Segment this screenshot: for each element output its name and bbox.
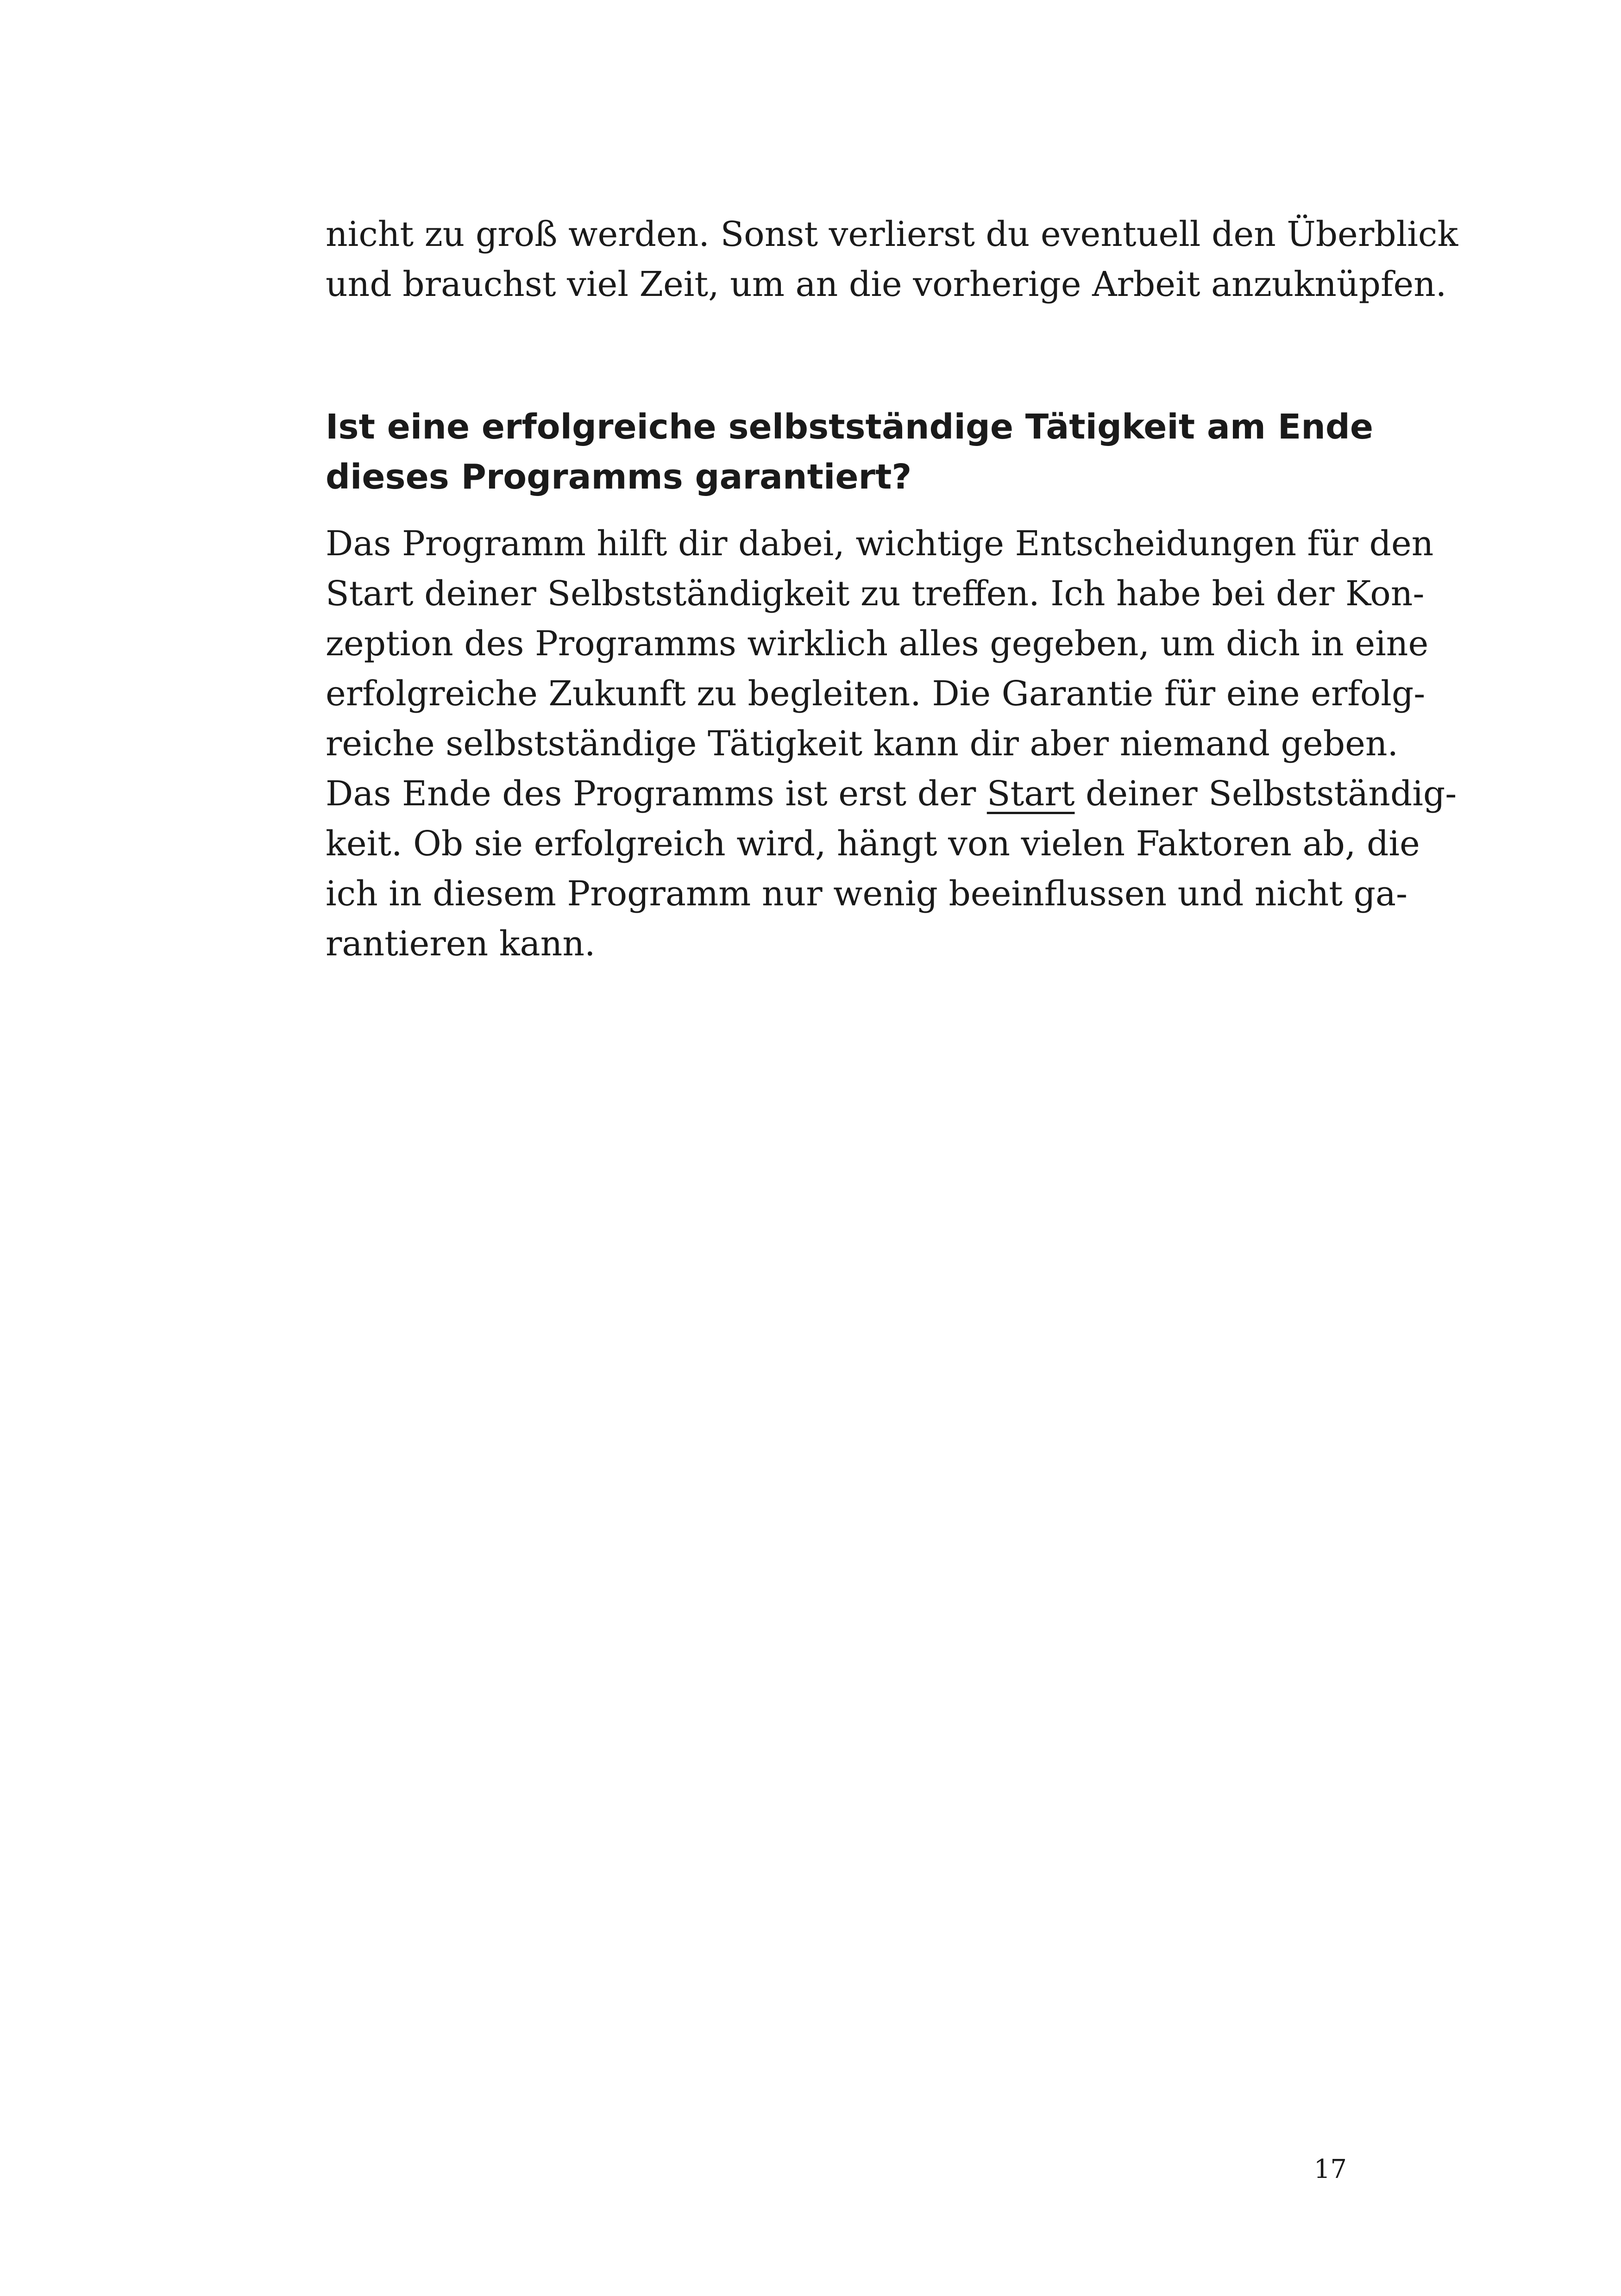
intro-line-1: nicht zu groß werden. Sonst verlierst du eventuell den Überblick [326,214,1458,254]
body-line-3: zeption des Programms wirklich alles gegeben, um dich in eine [326,624,1429,664]
underlined-word-start: Start [986,774,1075,814]
page-number: 17 [1313,2154,1347,2184]
body-line-7: keit. Ob sie erfolgreich wird, hängt von vielen Faktoren ab, die [326,824,1420,864]
body-line-2: Start deiner Selbstständigkeit zu treffen. Ich habe bei der Kon- [326,574,1425,614]
section-body-paragraph [326,519,1457,969]
intro-paragraph [326,209,1458,309]
body-line-8: ich in diesem Programm nur wenig beeinflussen und nicht ga- [326,874,1408,914]
body-line-6-after: deiner Selbstständig- [1074,774,1457,814]
intro-line-2: und brauchst viel Zeit, um an die vorherige Arbeit anzuknüpfen. [326,264,1447,304]
body-line-6 [326,769,1457,819]
body-line-4: erfolgreiche Zukunft zu begleiten. Die Garantie für eine erfolg- [326,674,1426,714]
section-heading [326,402,1374,502]
body-line-1: Das Programm hilft dir dabei, wichtige Entscheidungen für den [326,524,1434,564]
body-line-9: rantieren kann. [326,924,596,964]
body-line-5: reiche selbstständige Tätigkeit kann dir aber niemand geben. [326,724,1399,764]
heading-line-1: Ist eine erfolgreiche selbstständige Tätigkeit am Ende [326,407,1374,447]
heading-line-2: dieses Programms garantiert? [326,457,912,497]
body-line-6-before: Das Ende des Programms ist erst der [326,774,987,814]
